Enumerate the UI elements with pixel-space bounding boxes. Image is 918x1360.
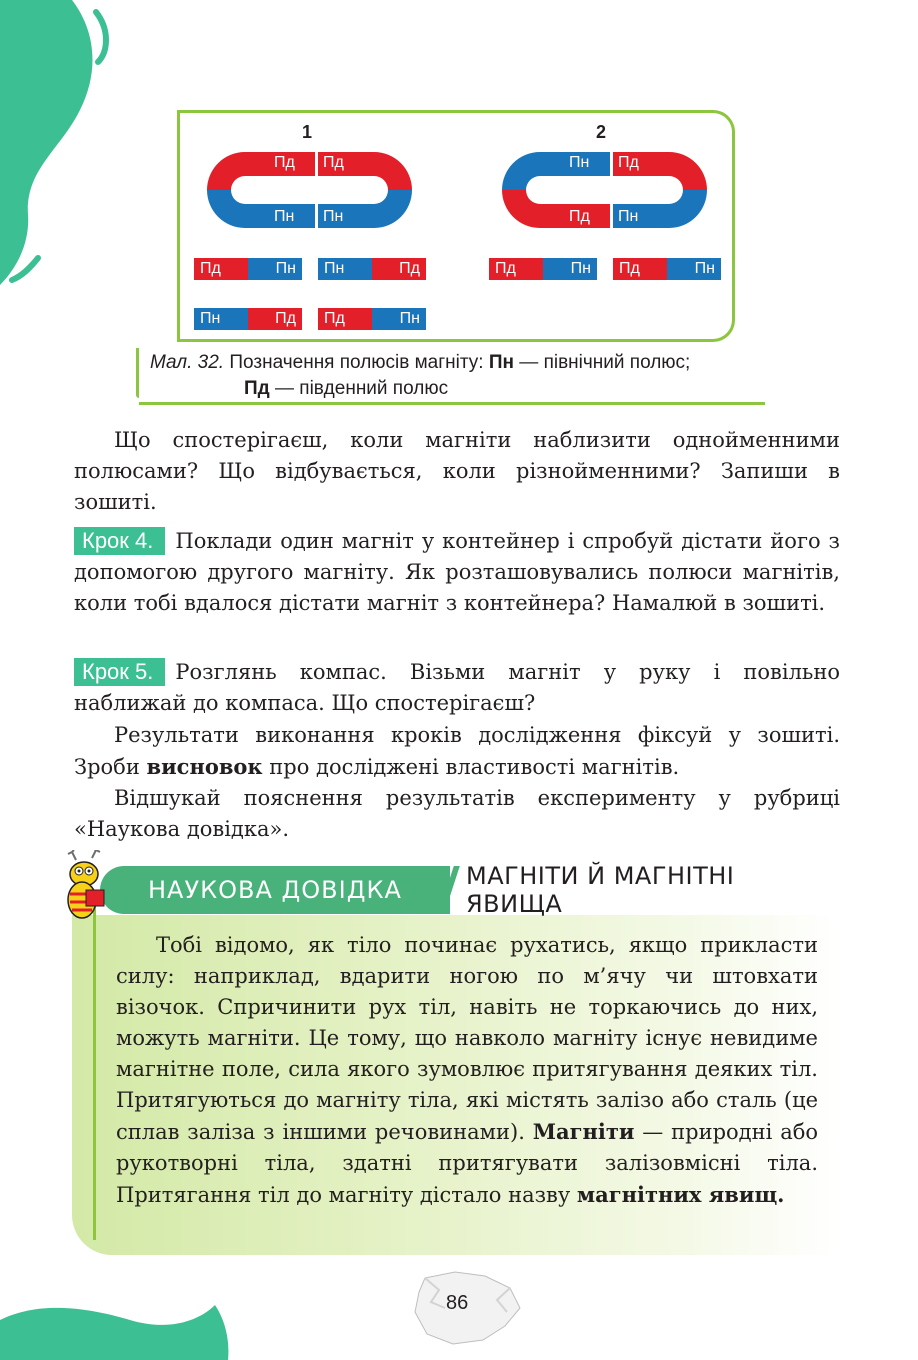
bar-pole-south: Пд <box>489 258 543 280</box>
step-5-badge: Крок 5. <box>74 658 165 686</box>
reference-title-line-1: МАГНІТИ Й МАГНІТНІ <box>466 862 735 890</box>
bar-magnet <box>318 308 426 330</box>
pole-label-south: Пд <box>274 154 295 171</box>
reference-title <box>466 862 734 918</box>
step-4-text: Поклади один магніт у контейнер і спробуй дістати його з допомогою другого магніту. Як розташовувались полюси магнітів, коли тобі вдалося дістати магніт з контейнера? Намалюй в зошиті. <box>74 529 840 615</box>
caption-south-text: — південний полюс <box>269 378 449 399</box>
reference-text-2: — природні або рукотворні тіла, здатні притягувати залізовмісні тіла. Притягання тіл до магніту дістало назву <box>116 1120 818 1207</box>
reference-header-label: НАУКОВА ДОВІДКА <box>148 876 402 904</box>
bar-pole-south: Пд <box>613 258 667 280</box>
caption-bracket <box>136 348 139 398</box>
bar-pole-north: Пн <box>194 308 248 330</box>
bar-magnet <box>318 258 426 280</box>
bar-pole-north: Пн <box>248 258 302 280</box>
bookworm-mascot-icon <box>58 850 116 922</box>
bar-pole-north: Пн <box>372 308 426 330</box>
step-4-badge: Крок 4. <box>74 527 165 555</box>
bar-pole-north: Пн <box>667 258 721 280</box>
pole-label-south: Пд <box>569 208 590 225</box>
horseshoe-magnet-1-left <box>205 150 315 230</box>
step-5-text: Розглянь компас. Візьми магніт у руку і повільно наближай до компаса. Що спостерігаєш? <box>74 660 840 715</box>
bar-pole-south: Пд <box>248 308 302 330</box>
caption-north-text: — північний полюс; <box>514 352 691 373</box>
horseshoe-magnet-2-left <box>500 150 610 230</box>
reference-text-1: Тобі відомо, як тіло починає рухатись, якщо прикласти силу: наприклад, вдарити ногою по м’ячу чи штовхати візочок. Спричинити рух тіл, навіть не торкаючись до них, можуть магніти. Це тому, що навколо магніту існує невидиме магнітне поле, сила якого зумовлює притягування деяких тіл. Притягуються до магніту тіла, які містять залізо або сталь (це сплав заліза з іншими речовинами). <box>116 933 818 1144</box>
page-number: 86 <box>446 1292 469 1314</box>
paragraph-step-4 <box>74 526 840 619</box>
reference-bold-phenomena: магнітних явищ. <box>576 1182 785 1207</box>
reference-panel-line <box>93 900 96 1240</box>
caption-south-abbr: Пд <box>244 378 270 399</box>
bar-magnet <box>194 308 302 330</box>
caption-figure-number: Мал. 32. <box>150 352 225 373</box>
pole-label-north: Пн <box>323 208 344 225</box>
figure-caption <box>150 350 690 402</box>
figure-number-1: 1 <box>302 122 313 142</box>
figure-frame-left <box>177 110 180 342</box>
reference-title-line-2: ЯВИЩА <box>466 890 563 918</box>
decorative-teal-blob <box>0 0 120 290</box>
bar-pole-north: Пн <box>543 258 597 280</box>
reference-text <box>116 930 818 1211</box>
decorative-teal-wave <box>0 1280 240 1360</box>
caption-north-abbr: Пн <box>488 352 515 373</box>
bar-magnet <box>194 258 302 280</box>
caption-underline <box>139 402 765 405</box>
results-text-2: про досліджені властивості магнітів. <box>262 755 680 779</box>
pole-label-south: Пд <box>618 154 639 171</box>
paragraph-step-5 <box>74 657 840 719</box>
caption-text: Позначення полюсів магніту: <box>224 352 489 373</box>
paragraph-observation: Що спостерігаєш, коли магніти наблизити однойменними полюсами? Що відбувається, коли різнойменними? Запиши в зошиті. <box>74 428 840 514</box>
results-bold: висновок <box>146 754 263 779</box>
bar-magnet <box>613 258 721 280</box>
pole-label-south: Пд <box>323 154 344 171</box>
bar-pole-south: Пд <box>372 258 426 280</box>
results-text-1: Результати виконання кроків дослідження фіксуй у зошиті. Зроби <box>74 723 840 779</box>
pole-label-north: Пн <box>618 208 639 225</box>
pole-label-north: Пн <box>569 154 590 171</box>
bar-pole-north: Пн <box>318 258 372 280</box>
pole-label-north: Пн <box>274 208 295 225</box>
bar-pole-south: Пд <box>194 258 248 280</box>
reference-bold-magnets: Магніти <box>532 1119 635 1144</box>
paragraph-results <box>74 720 840 783</box>
figure-number-2: 2 <box>596 122 607 142</box>
paragraph-find-explanation: Відшукай пояснення результатів експерименту у рубриці «Наукова довідка». <box>74 786 840 841</box>
bar-pole-south: Пд <box>318 308 372 330</box>
bar-magnet <box>489 258 597 280</box>
